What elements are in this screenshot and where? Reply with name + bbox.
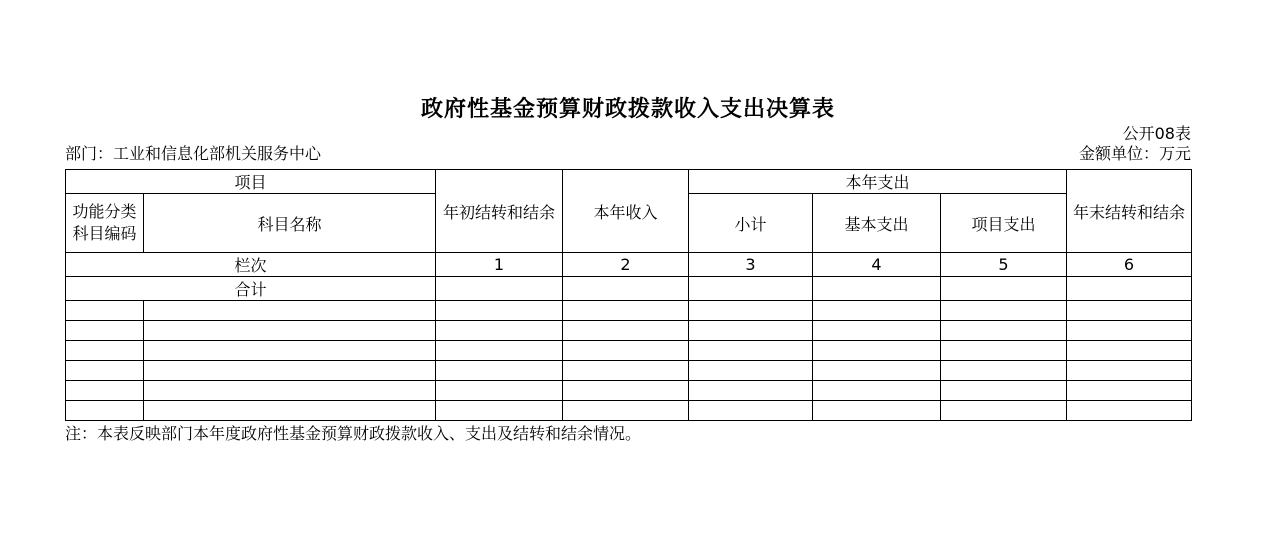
column-index-1: 1 bbox=[436, 253, 563, 277]
body-cell bbox=[144, 361, 436, 381]
body-cell bbox=[941, 361, 1067, 381]
body-cell bbox=[941, 301, 1067, 321]
body-cell bbox=[941, 341, 1067, 361]
total-cell-4 bbox=[813, 277, 941, 301]
page-title: 政府性基金预算财政拨款收入支出决算表 bbox=[420, 97, 835, 122]
meta-row bbox=[65, 145, 1191, 163]
body-cell bbox=[144, 341, 436, 361]
body-cell bbox=[563, 361, 689, 381]
body-cell bbox=[1067, 401, 1192, 421]
header-current-income: 本年收入 bbox=[563, 170, 689, 253]
header-row-group bbox=[66, 170, 1192, 194]
body-cell bbox=[66, 321, 144, 341]
column-index-label: 栏次 bbox=[66, 253, 436, 277]
table-row bbox=[66, 341, 1192, 361]
body-cell bbox=[144, 381, 436, 401]
header-project: 项目 bbox=[66, 170, 436, 194]
body-cell bbox=[436, 381, 563, 401]
body-cell bbox=[436, 401, 563, 421]
body-cell bbox=[144, 301, 436, 321]
total-label: 合计 bbox=[66, 277, 436, 301]
body-cell bbox=[813, 361, 941, 381]
body-cell bbox=[1067, 301, 1192, 321]
body-cell bbox=[689, 321, 813, 341]
body-cell bbox=[66, 341, 144, 361]
table-code-label: 公开08表 bbox=[1122, 124, 1191, 143]
table-row bbox=[66, 361, 1192, 381]
total-row bbox=[66, 277, 1192, 301]
body-cell bbox=[436, 321, 563, 341]
unit-label: 金额单位：万元 bbox=[1078, 144, 1191, 163]
body-cell bbox=[813, 401, 941, 421]
body-cell bbox=[563, 301, 689, 321]
header-basic-expense: 基本支出 bbox=[813, 194, 941, 253]
column-index-row bbox=[66, 253, 1192, 277]
body-cell bbox=[689, 361, 813, 381]
body-cell bbox=[436, 361, 563, 381]
table-body-rows bbox=[66, 301, 1192, 421]
body-cell bbox=[689, 301, 813, 321]
body-cell bbox=[436, 341, 563, 361]
header-end-balance: 年末结转和结余 bbox=[1067, 170, 1192, 253]
table-row bbox=[66, 401, 1192, 421]
body-cell bbox=[941, 321, 1067, 341]
header-func-code-line1: 功能分类 bbox=[72, 202, 137, 221]
body-cell bbox=[66, 401, 144, 421]
body-cell bbox=[689, 341, 813, 361]
body-cell bbox=[144, 401, 436, 421]
total-cell-1 bbox=[436, 277, 563, 301]
body-cell bbox=[563, 341, 689, 361]
body-cell bbox=[144, 321, 436, 341]
column-index-5: 5 bbox=[941, 253, 1067, 277]
body-cell bbox=[941, 401, 1067, 421]
department-label: 部门：工业和信息化部机关服务中心 bbox=[65, 144, 322, 163]
body-cell bbox=[689, 401, 813, 421]
body-cell bbox=[66, 361, 144, 381]
column-index-4: 4 bbox=[813, 253, 941, 277]
body-cell bbox=[563, 381, 689, 401]
body-cell bbox=[689, 381, 813, 401]
budget-table bbox=[65, 169, 1192, 421]
body-cell bbox=[1067, 321, 1192, 341]
body-cell bbox=[941, 381, 1067, 401]
table-row bbox=[66, 301, 1192, 321]
body-cell bbox=[66, 381, 144, 401]
header-current-expense: 本年支出 bbox=[689, 170, 1067, 194]
header-subtotal: 小计 bbox=[689, 194, 813, 253]
total-cell-2 bbox=[563, 277, 689, 301]
body-cell bbox=[813, 381, 941, 401]
column-index-3: 3 bbox=[689, 253, 813, 277]
footnote: 注：本表反映部门本年度政府性基金预算财政拨款收入、支出及结转和结余情况。 bbox=[65, 424, 642, 443]
total-cell-6 bbox=[1067, 277, 1192, 301]
column-index-6: 6 bbox=[1067, 253, 1192, 277]
column-index-2: 2 bbox=[563, 253, 689, 277]
table-row bbox=[66, 321, 1192, 341]
header-begin-balance: 年初结转和结余 bbox=[436, 170, 563, 253]
header-project-expense: 项目支出 bbox=[941, 194, 1067, 253]
body-cell bbox=[436, 301, 563, 321]
table-row bbox=[66, 381, 1192, 401]
body-cell bbox=[1067, 341, 1192, 361]
body-cell bbox=[813, 341, 941, 361]
total-cell-5 bbox=[941, 277, 1067, 301]
total-cell-3 bbox=[689, 277, 813, 301]
header-func-code-line2: 科目编码 bbox=[72, 224, 137, 243]
body-cell bbox=[1067, 381, 1192, 401]
body-cell bbox=[66, 301, 144, 321]
header-subject-name: 科目名称 bbox=[144, 194, 436, 253]
body-cell bbox=[1067, 361, 1192, 381]
body-cell bbox=[563, 321, 689, 341]
header-func-code bbox=[66, 194, 144, 253]
body-cell bbox=[563, 401, 689, 421]
body-cell bbox=[813, 321, 941, 341]
body-cell bbox=[813, 301, 941, 321]
